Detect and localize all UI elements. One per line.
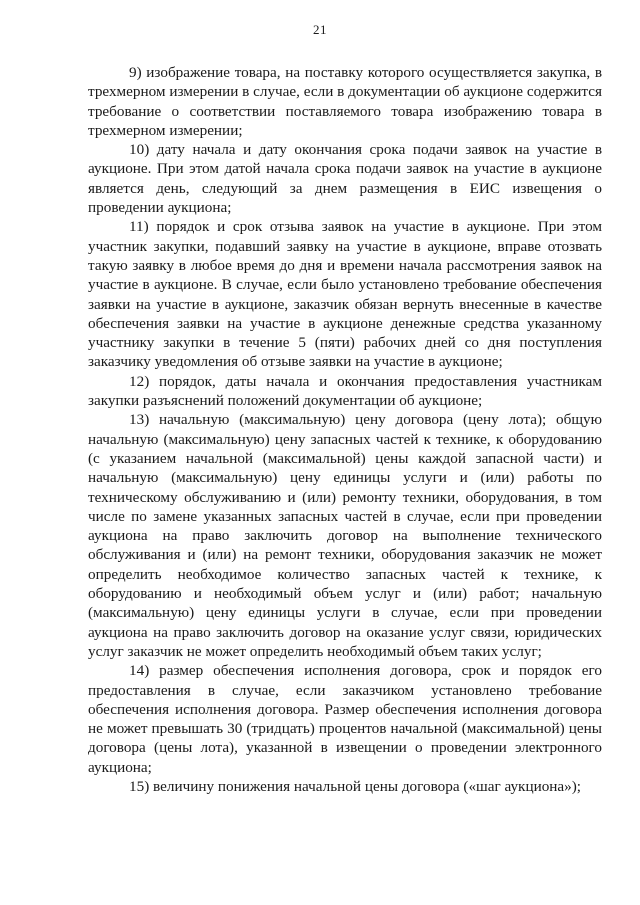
paragraph-item-13: 13) начальную (максимальную) цену договора (цену лота); общую начальную (максимальную) цену запасных частей к технике, к оборудованию (с указанием начальной (максимальной) цены каждой запасной части) и начальную (максимальную) цену единицы услуги и (или) работы по техническому обслуживанию и (или) ремонту техники, оборудования, в том числе по замене указанных запасных частей в случае, если при проведении аукциона на право заключить договор на выполнение технического обслуживания и (или) на ремонт техники, оборудования заказчик не может определить необходимое количество запасных частей к технике, к оборудованию и необходимый объем услуг и (или) работ; начальную (максимальную) цену единицы услуги в случае, если при проведении аукциона на право заключить договор на оказание услуг связи, юридических услуг заказчик не может определить необходимый объем таких услуг; xyxy=(88,411,602,660)
paragraph-item-9: 9) изображение товара, на поставку которого осуществляется закупка, в трехмерном измерении в случае, если в документации об аукционе содержится требование о соответствии поставляемого товара изображению товара в трехмерном измерении; xyxy=(88,64,602,139)
paragraph-item-14: 14) размер обеспечения исполнения договора, срок и порядок его предоставления в случае, если заказчиком установлено требование обеспечения исполнения договора. Размер обеспечения исполнения договора не может превышать 30 (тридцать) процентов начальной (максимальной) цены договора (цены лота), указанной в извещении о проведении электронного аукциона; xyxy=(88,662,602,776)
paragraph-item-10: 10) дату начала и дату окончания срока подачи заявок на участие в аукционе. При этом датой начала срока подачи заявок на участие в аукционе является день, следующий за днем размещения в ЕИС извещения о проведении аукциона; xyxy=(88,141,602,217)
paragraph-item-15: 15) величину понижения начальной цены договора («шаг аукциона»); xyxy=(129,777,582,795)
paragraph-item-12: 12) порядок, даты начала и окончания предоставления участникам закупки разъяснений положений документации об аукционе; xyxy=(88,372,602,410)
paragraph-item-11: 11) порядок и срок отзыва заявок на участие в аукционе. При этом участник закупки, подавший заявку на участие в аукционе, вправе отозвать такую заявку в любое время до дня и времени начала рассмотрения заявок на участие в аукционе. В случае, если было установлено требование обеспечения заявки на участие в аукционе, заказчик обязан вернуть внесенные в качестве обеспечения заявки на участие в аукционе денежные средства указанному участнику закупки в течение 5 (пяти) рабочих дней со дня поступления заказчику уведомления об отзыве заявки на участие в аукционе; xyxy=(88,218,602,371)
page-number: 21 xyxy=(313,22,327,37)
document-body xyxy=(88,63,602,796)
